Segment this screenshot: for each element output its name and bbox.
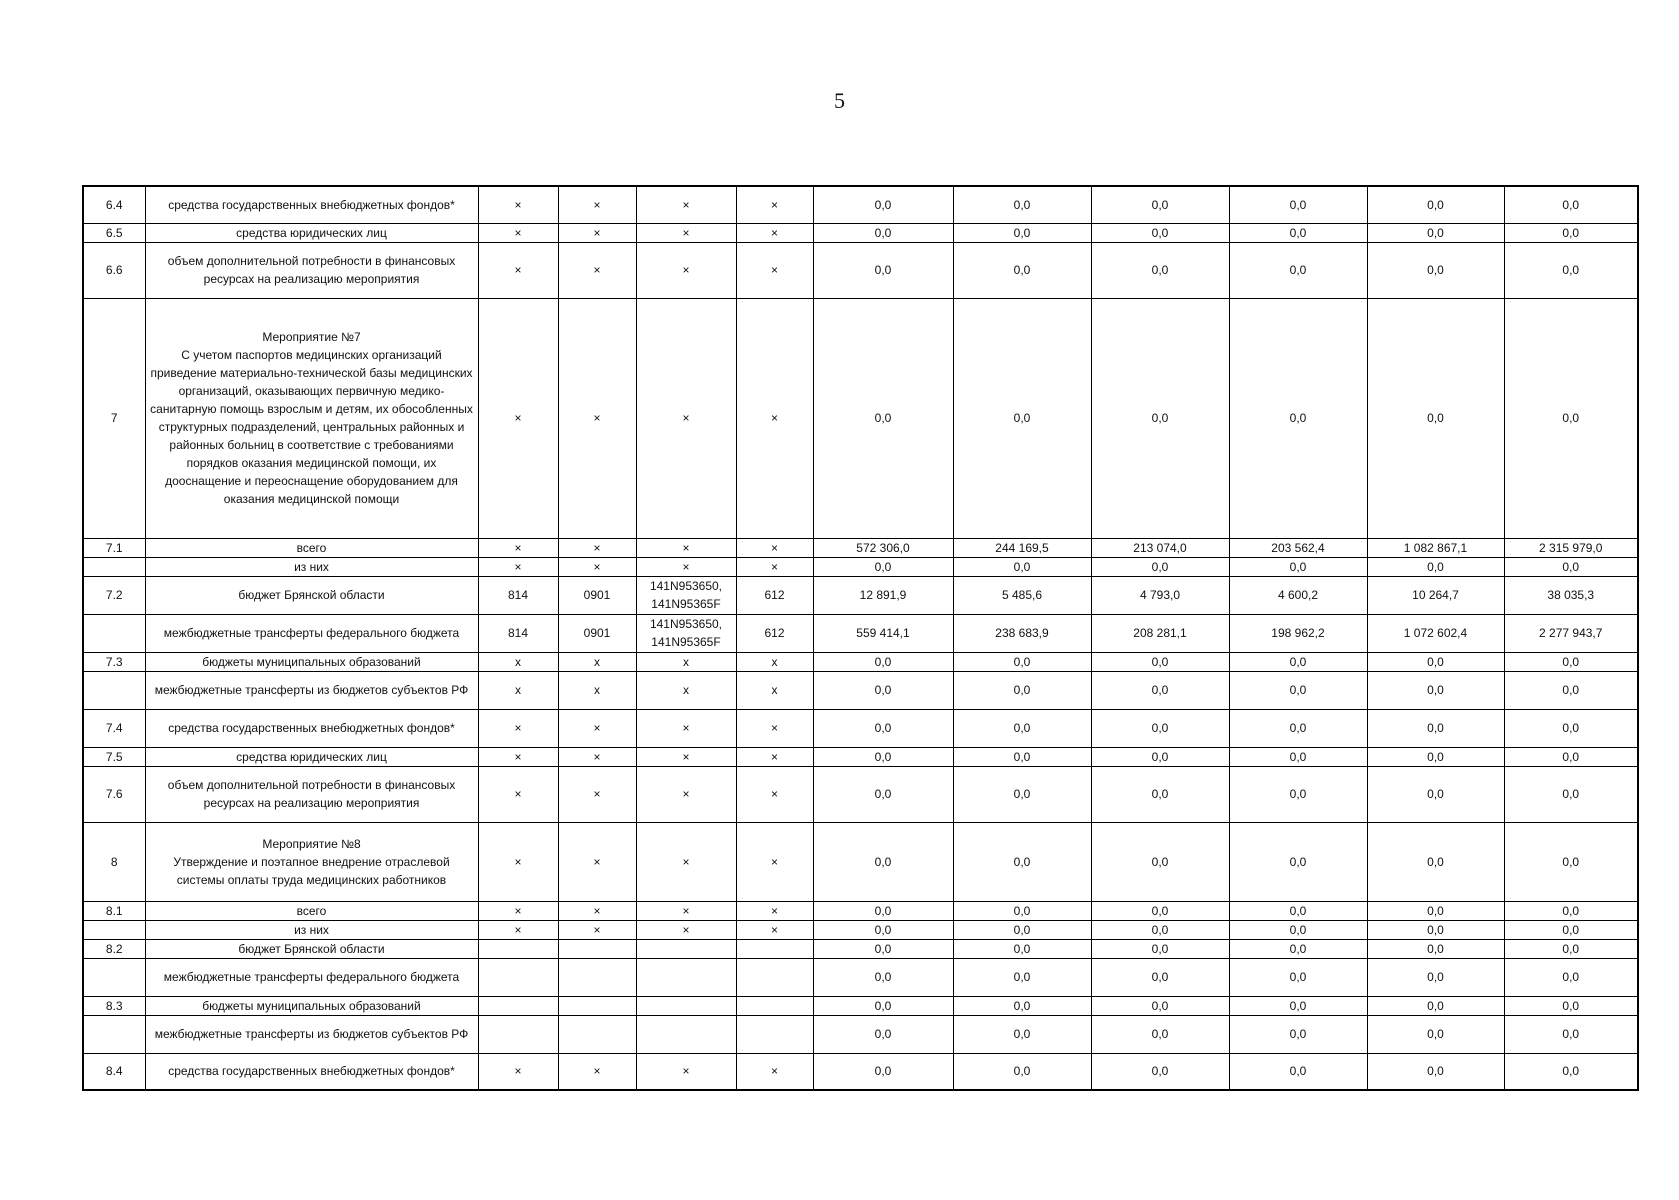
row-description: бюджеты муниципальных образований xyxy=(145,652,478,671)
cell-target-article: × xyxy=(636,1053,736,1090)
cell-value: 0,0 xyxy=(1229,939,1367,958)
cell-value: 0,0 xyxy=(1367,1015,1504,1053)
cell-expense-type: x xyxy=(736,671,813,709)
cell-value: 0,0 xyxy=(953,996,1091,1015)
cell-value: 1 082 867,1 xyxy=(1367,538,1504,557)
cell-value: 0,0 xyxy=(813,822,953,901)
page-number: 5 xyxy=(834,88,845,113)
row-number: 8.4 xyxy=(83,1053,145,1090)
cell-value: 0,0 xyxy=(813,671,953,709)
cell-target-article: × xyxy=(636,298,736,538)
cell-section: × xyxy=(558,186,636,223)
cell-grbs: 814 xyxy=(478,614,558,652)
table-row xyxy=(83,671,1638,709)
cell-value: 0,0 xyxy=(1367,1053,1504,1090)
row-number xyxy=(83,557,145,576)
row-description: средства государственных внебюджетных фондов* xyxy=(145,709,478,747)
cell-grbs: × xyxy=(478,747,558,766)
table-row xyxy=(83,939,1638,958)
cell-target-article: × xyxy=(636,709,736,747)
row-number: 7.2 xyxy=(83,576,145,614)
cell-value: 0,0 xyxy=(1367,557,1504,576)
cell-grbs xyxy=(478,958,558,996)
cell-grbs: × xyxy=(478,901,558,920)
cell-value: 0,0 xyxy=(813,747,953,766)
cell-value: 0,0 xyxy=(1504,920,1638,939)
cell-value: 0,0 xyxy=(1091,652,1229,671)
budget-table xyxy=(82,185,1639,1091)
row-number: 7.3 xyxy=(83,652,145,671)
cell-section xyxy=(558,939,636,958)
cell-value: 0,0 xyxy=(953,939,1091,958)
row-description: объем дополнительной потребности в финансовых ресурсах на реализацию мероприятия xyxy=(145,766,478,822)
cell-grbs: × xyxy=(478,766,558,822)
cell-grbs: × xyxy=(478,298,558,538)
cell-expense-type: × xyxy=(736,223,813,242)
cell-expense-type xyxy=(736,1015,813,1053)
cell-expense-type: × xyxy=(736,242,813,298)
table-row xyxy=(83,747,1638,766)
cell-value: 0,0 xyxy=(1229,671,1367,709)
cell-value: 0,0 xyxy=(1367,939,1504,958)
cell-section xyxy=(558,996,636,1015)
cell-value: 0,0 xyxy=(813,709,953,747)
cell-value: 0,0 xyxy=(1229,652,1367,671)
cell-value: 0,0 xyxy=(953,557,1091,576)
cell-value: 0,0 xyxy=(813,242,953,298)
cell-grbs xyxy=(478,939,558,958)
cell-value: 0,0 xyxy=(1367,996,1504,1015)
cell-value: 12 891,9 xyxy=(813,576,953,614)
cell-value: 0,0 xyxy=(1091,996,1229,1015)
cell-value: 0,0 xyxy=(1504,996,1638,1015)
cell-grbs: × xyxy=(478,1053,558,1090)
cell-value: 203 562,4 xyxy=(1229,538,1367,557)
cell-value: 0,0 xyxy=(1504,1053,1638,1090)
cell-section: × xyxy=(558,766,636,822)
cell-value: 0,0 xyxy=(1367,709,1504,747)
cell-value: 0,0 xyxy=(953,186,1091,223)
cell-grbs xyxy=(478,1015,558,1053)
cell-grbs: × xyxy=(478,822,558,901)
cell-expense-type xyxy=(736,939,813,958)
cell-value: 0,0 xyxy=(1229,186,1367,223)
cell-value: 0,0 xyxy=(953,298,1091,538)
cell-value: 0,0 xyxy=(813,958,953,996)
cell-value: 0,0 xyxy=(813,766,953,822)
cell-value: 0,0 xyxy=(1091,242,1229,298)
cell-value: 0,0 xyxy=(1091,822,1229,901)
cell-value: 0,0 xyxy=(1504,298,1638,538)
cell-value: 0,0 xyxy=(953,920,1091,939)
cell-value: 0,0 xyxy=(1367,223,1504,242)
cell-value: 0,0 xyxy=(953,242,1091,298)
cell-value: 0,0 xyxy=(1504,242,1638,298)
cell-expense-type: × xyxy=(736,766,813,822)
cell-target-article: × xyxy=(636,766,736,822)
cell-value: 0,0 xyxy=(953,671,1091,709)
cell-grbs: × xyxy=(478,538,558,557)
cell-value: 213 074,0 xyxy=(1091,538,1229,557)
cell-value: 0,0 xyxy=(1091,958,1229,996)
cell-value: 208 281,1 xyxy=(1091,614,1229,652)
cell-value: 0,0 xyxy=(1091,671,1229,709)
cell-section: × xyxy=(558,298,636,538)
cell-value: 0,0 xyxy=(1367,242,1504,298)
row-number xyxy=(83,671,145,709)
row-number: 7.6 xyxy=(83,766,145,822)
row-description: средства юридических лиц xyxy=(145,223,478,242)
cell-value: 198 962,2 xyxy=(1229,614,1367,652)
table-row xyxy=(83,242,1638,298)
table-row xyxy=(83,538,1638,557)
cell-expense-type: × xyxy=(736,298,813,538)
cell-value: 0,0 xyxy=(1504,671,1638,709)
row-description: Мероприятие №7 С учетом паспортов медицинских организаций приведение материально-технической базы медицинских организаций, оказывающих первичную медико-санитарную помощь взрослым и детям, их обособленных структурных подразделений, центральных районных и районных больниц в соответствие с требованиями порядков оказания медицинской помощи, их дооснащение и переоснащение оборудованием для оказания медицинской помощи xyxy=(145,298,478,538)
cell-value: 0,0 xyxy=(813,652,953,671)
cell-value: 2 315 979,0 xyxy=(1504,538,1638,557)
row-number: 7.5 xyxy=(83,747,145,766)
cell-value: 0,0 xyxy=(1504,766,1638,822)
cell-value: 0,0 xyxy=(1367,901,1504,920)
cell-value: 0,0 xyxy=(1229,822,1367,901)
cell-grbs: × xyxy=(478,242,558,298)
cell-value: 0,0 xyxy=(813,186,953,223)
row-description: Мероприятие №8 Утверждение и поэтапное внедрение отраслевой системы оплаты труда медицинских работников xyxy=(145,822,478,901)
cell-value: 10 264,7 xyxy=(1367,576,1504,614)
cell-value: 244 169,5 xyxy=(953,538,1091,557)
cell-value: 0,0 xyxy=(1367,747,1504,766)
cell-target-article: x xyxy=(636,671,736,709)
cell-value: 0,0 xyxy=(1091,939,1229,958)
table-row xyxy=(83,709,1638,747)
row-description: средства государственных внебюджетных фондов* xyxy=(145,1053,478,1090)
cell-value: 0,0 xyxy=(1091,747,1229,766)
cell-value: 0,0 xyxy=(953,223,1091,242)
cell-value: 0,0 xyxy=(1367,822,1504,901)
row-description: из них xyxy=(145,920,478,939)
cell-value: 0,0 xyxy=(1229,1053,1367,1090)
cell-section xyxy=(558,1015,636,1053)
table-row xyxy=(83,920,1638,939)
cell-grbs: × xyxy=(478,223,558,242)
row-description: средства государственных внебюджетных фондов* xyxy=(145,186,478,223)
cell-value: 0,0 xyxy=(1367,920,1504,939)
cell-value: 0,0 xyxy=(1229,996,1367,1015)
table-row xyxy=(83,822,1638,901)
row-number: 8.1 xyxy=(83,901,145,920)
row-description: объем дополнительной потребности в финансовых ресурсах на реализацию мероприятия xyxy=(145,242,478,298)
cell-section: 0901 xyxy=(558,576,636,614)
table-row xyxy=(83,614,1638,652)
cell-value: 0,0 xyxy=(1504,557,1638,576)
cell-value: 0,0 xyxy=(1367,652,1504,671)
cell-section: × xyxy=(558,920,636,939)
table-row xyxy=(83,766,1638,822)
row-number: 8.2 xyxy=(83,939,145,958)
cell-value: 0,0 xyxy=(953,709,1091,747)
cell-value: 38 035,3 xyxy=(1504,576,1638,614)
cell-expense-type: × xyxy=(736,709,813,747)
cell-target-article xyxy=(636,958,736,996)
cell-value: 4 600,2 xyxy=(1229,576,1367,614)
table-row xyxy=(83,1015,1638,1053)
cell-target-article xyxy=(636,939,736,958)
cell-grbs: × xyxy=(478,920,558,939)
cell-section: × xyxy=(558,242,636,298)
cell-value: 0,0 xyxy=(1367,298,1504,538)
cell-section: × xyxy=(558,557,636,576)
cell-value: 0,0 xyxy=(813,1053,953,1090)
cell-value: 0,0 xyxy=(1229,709,1367,747)
row-number: 8 xyxy=(83,822,145,901)
cell-section: x xyxy=(558,652,636,671)
cell-target-article: × xyxy=(636,920,736,939)
cell-target-article: × xyxy=(636,557,736,576)
cell-section: × xyxy=(558,223,636,242)
cell-value: 0,0 xyxy=(1504,939,1638,958)
cell-value: 4 793,0 xyxy=(1091,576,1229,614)
cell-grbs: 814 xyxy=(478,576,558,614)
cell-section: × xyxy=(558,538,636,557)
row-number: 6.4 xyxy=(83,186,145,223)
cell-value: 0,0 xyxy=(813,901,953,920)
row-number xyxy=(83,614,145,652)
row-number: 8.3 xyxy=(83,996,145,1015)
table-row xyxy=(83,576,1638,614)
cell-target-article: x xyxy=(636,652,736,671)
cell-value: 0,0 xyxy=(1504,1015,1638,1053)
cell-value: 0,0 xyxy=(1367,958,1504,996)
cell-expense-type: x xyxy=(736,652,813,671)
row-number xyxy=(83,920,145,939)
cell-value: 5 485,6 xyxy=(953,576,1091,614)
cell-expense-type xyxy=(736,958,813,996)
cell-value: 0,0 xyxy=(813,223,953,242)
cell-expense-type: × xyxy=(736,186,813,223)
row-description: бюджет Брянской области xyxy=(145,939,478,958)
cell-value: 0,0 xyxy=(1091,1053,1229,1090)
cell-target-article: 141N953650, 141N95365F xyxy=(636,576,736,614)
cell-value: 0,0 xyxy=(1504,223,1638,242)
row-description: бюджет Брянской области xyxy=(145,576,478,614)
cell-expense-type: × xyxy=(736,1053,813,1090)
cell-section: × xyxy=(558,822,636,901)
cell-value: 559 414,1 xyxy=(813,614,953,652)
cell-value: 0,0 xyxy=(1229,766,1367,822)
table-row xyxy=(83,901,1638,920)
cell-value: 0,0 xyxy=(1229,747,1367,766)
cell-expense-type: × xyxy=(736,538,813,557)
cell-grbs: × xyxy=(478,557,558,576)
cell-expense-type: × xyxy=(736,747,813,766)
cell-expense-type: 612 xyxy=(736,576,813,614)
row-number: 6.6 xyxy=(83,242,145,298)
cell-value: 0,0 xyxy=(1504,747,1638,766)
row-description: из них xyxy=(145,557,478,576)
cell-grbs: x xyxy=(478,652,558,671)
cell-section: × xyxy=(558,747,636,766)
row-description: межбюджетные трансферты из бюджетов субъектов РФ xyxy=(145,671,478,709)
cell-grbs: × xyxy=(478,709,558,747)
row-number: 7.4 xyxy=(83,709,145,747)
cell-expense-type: 612 xyxy=(736,614,813,652)
cell-grbs: × xyxy=(478,186,558,223)
cell-value: 0,0 xyxy=(1367,671,1504,709)
cell-value: 0,0 xyxy=(813,557,953,576)
cell-value: 1 072 602,4 xyxy=(1367,614,1504,652)
cell-value: 0,0 xyxy=(1091,766,1229,822)
cell-section: x xyxy=(558,671,636,709)
cell-value: 0,0 xyxy=(1367,186,1504,223)
cell-target-article: × xyxy=(636,747,736,766)
cell-value: 0,0 xyxy=(813,920,953,939)
cell-target-article: × xyxy=(636,822,736,901)
cell-target-article: × xyxy=(636,901,736,920)
cell-target-article xyxy=(636,1015,736,1053)
cell-value: 0,0 xyxy=(1091,901,1229,920)
cell-expense-type: × xyxy=(736,822,813,901)
cell-value: 0,0 xyxy=(1229,958,1367,996)
cell-grbs xyxy=(478,996,558,1015)
cell-value: 0,0 xyxy=(813,1015,953,1053)
cell-expense-type: × xyxy=(736,901,813,920)
cell-value: 0,0 xyxy=(1091,223,1229,242)
cell-value: 0,0 xyxy=(1229,557,1367,576)
row-description: всего xyxy=(145,901,478,920)
cell-grbs: x xyxy=(478,671,558,709)
cell-value: 0,0 xyxy=(1091,298,1229,538)
row-description: межбюджетные трансферты федерального бюджета xyxy=(145,614,478,652)
cell-value: 0,0 xyxy=(1229,298,1367,538)
row-number xyxy=(83,958,145,996)
cell-section: 0901 xyxy=(558,614,636,652)
cell-expense-type: × xyxy=(736,557,813,576)
cell-value: 0,0 xyxy=(1229,1015,1367,1053)
table-row xyxy=(83,186,1638,223)
cell-value: 0,0 xyxy=(1229,223,1367,242)
table-row xyxy=(83,298,1638,538)
cell-expense-type: × xyxy=(736,920,813,939)
cell-value: 0,0 xyxy=(953,766,1091,822)
cell-value: 0,0 xyxy=(1504,822,1638,901)
cell-target-article: × xyxy=(636,242,736,298)
cell-value: 0,0 xyxy=(813,939,953,958)
cell-value: 0,0 xyxy=(953,747,1091,766)
row-description: всего xyxy=(145,538,478,557)
cell-value: 2 277 943,7 xyxy=(1504,614,1638,652)
cell-value: 0,0 xyxy=(953,958,1091,996)
table-row xyxy=(83,996,1638,1015)
cell-value: 0,0 xyxy=(1504,186,1638,223)
table-row xyxy=(83,1053,1638,1090)
row-number: 7 xyxy=(83,298,145,538)
row-number: 7.1 xyxy=(83,538,145,557)
cell-value: 0,0 xyxy=(1504,958,1638,996)
cell-value: 0,0 xyxy=(953,822,1091,901)
cell-target-article xyxy=(636,996,736,1015)
table-row xyxy=(83,958,1638,996)
cell-value: 0,0 xyxy=(1229,920,1367,939)
cell-value: 0,0 xyxy=(1091,1015,1229,1053)
row-description: межбюджетные трансферты из бюджетов субъектов РФ xyxy=(145,1015,478,1053)
cell-value: 0,0 xyxy=(1504,709,1638,747)
cell-target-article: × xyxy=(636,223,736,242)
cell-value: 0,0 xyxy=(1504,652,1638,671)
row-number: 6.5 xyxy=(83,223,145,242)
cell-target-article: 141N953650, 141N95365F xyxy=(636,614,736,652)
table-row xyxy=(83,223,1638,242)
cell-value: 238 683,9 xyxy=(953,614,1091,652)
cell-value: 0,0 xyxy=(1091,557,1229,576)
cell-section: × xyxy=(558,901,636,920)
cell-value: 0,0 xyxy=(1229,242,1367,298)
cell-value: 0,0 xyxy=(1504,901,1638,920)
cell-value: 0,0 xyxy=(813,298,953,538)
cell-value: 0,0 xyxy=(953,1015,1091,1053)
row-number xyxy=(83,1015,145,1053)
cell-section: × xyxy=(558,709,636,747)
cell-value: 0,0 xyxy=(953,901,1091,920)
cell-value: 0,0 xyxy=(1367,766,1504,822)
cell-section: × xyxy=(558,1053,636,1090)
cell-expense-type xyxy=(736,996,813,1015)
row-description: бюджеты муниципальных образований xyxy=(145,996,478,1015)
cell-value: 0,0 xyxy=(953,652,1091,671)
cell-target-article: × xyxy=(636,538,736,557)
cell-target-article: × xyxy=(636,186,736,223)
row-description: межбюджетные трансферты федерального бюджета xyxy=(145,958,478,996)
table-row xyxy=(83,557,1638,576)
cell-value: 0,0 xyxy=(1229,901,1367,920)
cell-value: 0,0 xyxy=(813,996,953,1015)
cell-value: 0,0 xyxy=(1091,186,1229,223)
cell-section xyxy=(558,958,636,996)
row-description: средства юридических лиц xyxy=(145,747,478,766)
cell-value: 0,0 xyxy=(1091,709,1229,747)
table-row xyxy=(83,652,1638,671)
cell-value: 0,0 xyxy=(953,1053,1091,1090)
cell-value: 0,0 xyxy=(1091,920,1229,939)
cell-value: 572 306,0 xyxy=(813,538,953,557)
